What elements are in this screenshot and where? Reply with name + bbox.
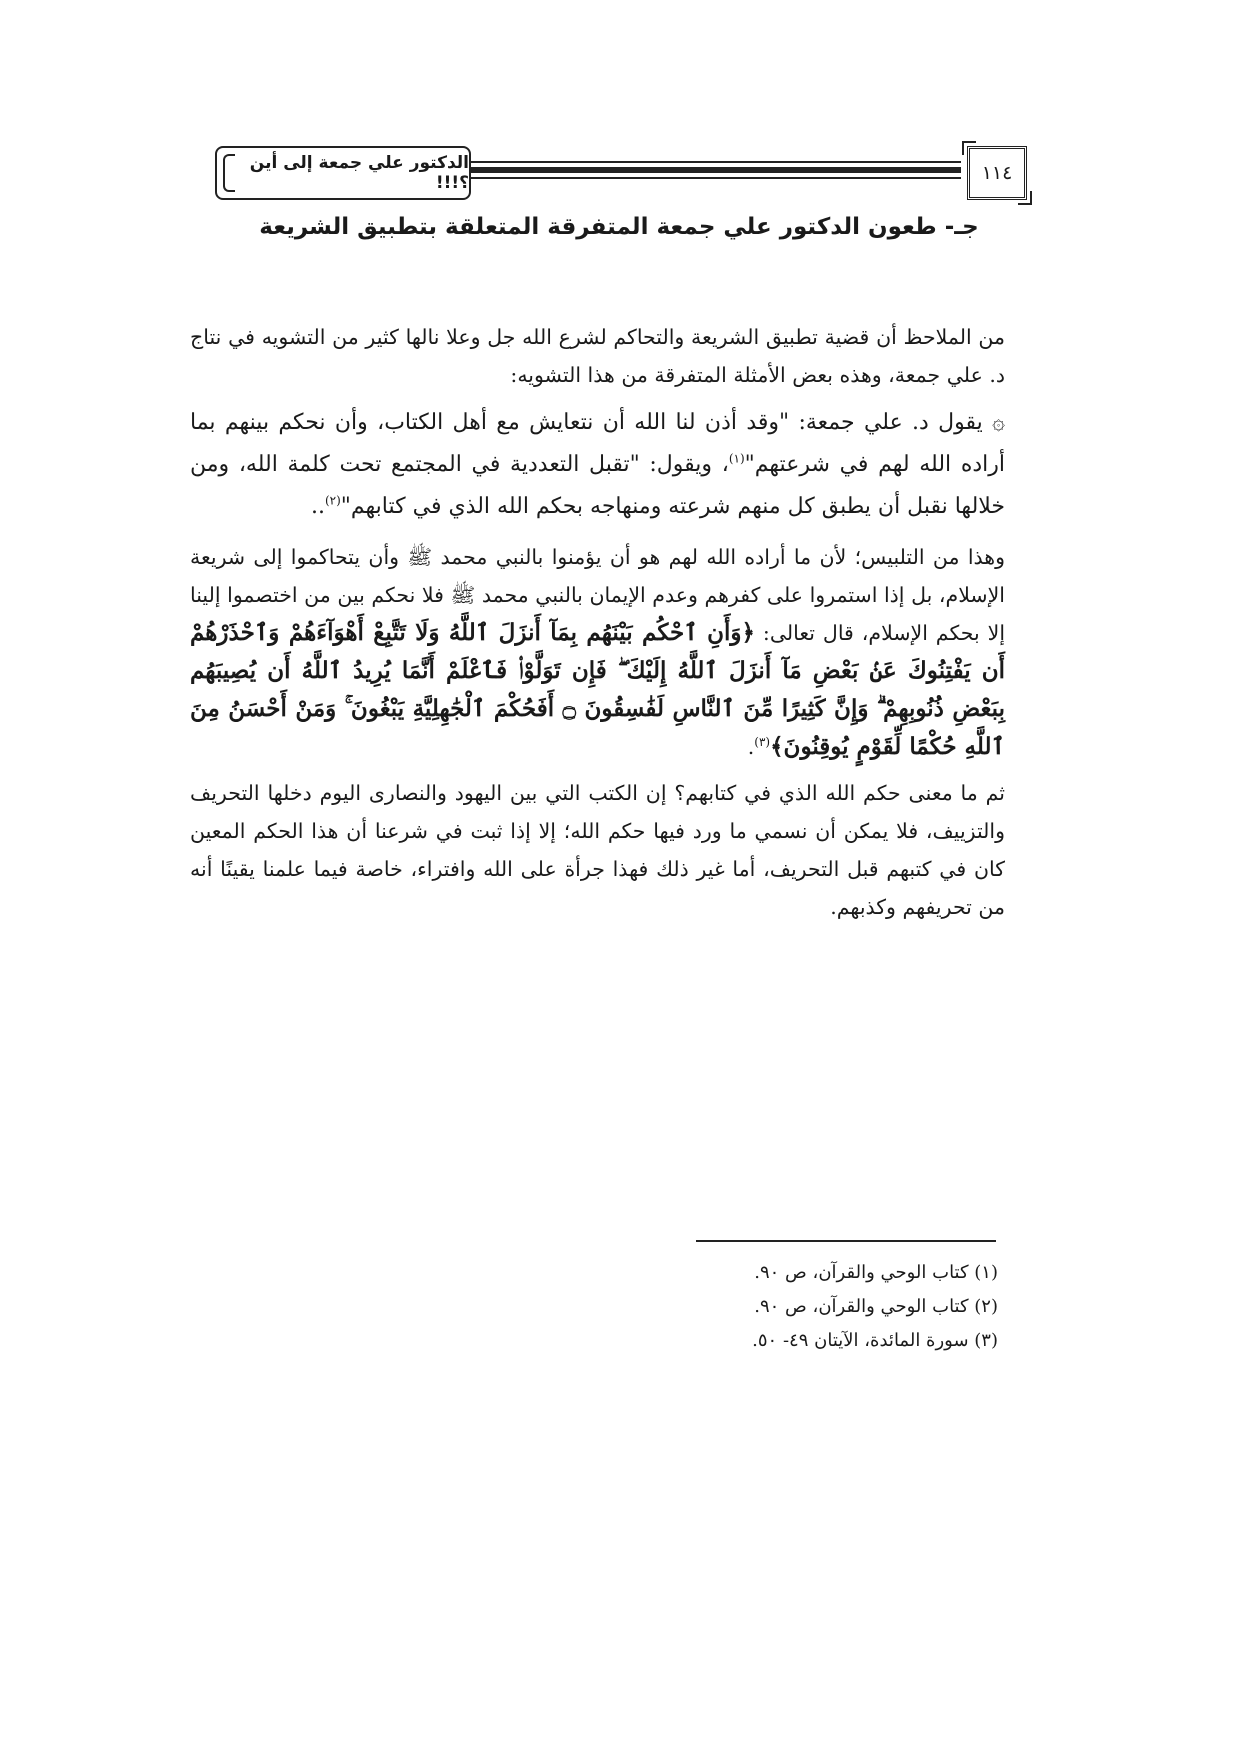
paragraph-rebuttal <box>190 538 1005 766</box>
quote-part-2: ، ويقول: "تقبل التعددية في المجتمع تحت كلمة الله، ومن خلالها نقبل أن يطبق كل منهم شرعته ومنهاجه بحكم الله الذي في كتابهم" <box>190 452 1005 519</box>
quote-part-1: ۞ يقول د. علي جمعة: "وقد أذن لنا الله أن نتعايش مع أهل الكتاب، وأن نحكم بينهم بما أراده الله لهم في شرعتهم" <box>190 410 1005 477</box>
footnote-1: (١) كتاب الوحي والقرآن، ص ٩٠. <box>754 1262 998 1283</box>
rebuttal-text: وهذا من التلبيس؛ لأن ما أراده الله لهم هو أن يؤمنوا بالنبي محمد ﷺ وأن يتحاكموا إلى شريعة الإسلام، بل إذا استمروا على كفرهم وعدم الإيمان بالنبي محمد ﷺ فلا نحكم بين من اختصموا إلينا إلا بحكم الإسلام، قال تعالى: <box>190 545 1006 645</box>
section-heading: جـ- طعون الدكتور علي جمعة المتفرقة المتعلقة بتطبيق الشريعة <box>259 214 979 240</box>
header-rule <box>471 161 961 185</box>
footnote-ref-2[interactable]: (٢) <box>324 493 341 508</box>
paragraph-conclusion: ثم ما معنى حكم الله الذي في كتابهم؟ إن الكتب التي بين اليهود والنصارى اليوم دخلها التحريف والتزييف، فلا يمكن أن نسمي ما ورد فيها حكم الله؛ إلا إذا ثبت في شرعنا أن هذا الحكم المعين كان في كتبهم قبل التحريف، أما غير ذلك فهذا جرأة على الله وافتراء، خاصة فيما علمنا يقينًا أنه من تحريفهم وكذبهم. <box>190 781 1005 919</box>
page-number-frame <box>967 146 1027 200</box>
page-header <box>215 146 1027 204</box>
footnote-ref-1[interactable]: (١) <box>728 451 745 466</box>
header-rule-line <box>471 161 961 163</box>
running-title: الدكتور علي جمعة إلى أين ؟!!! <box>249 153 469 193</box>
footnote-3: (٣) سورة المائدة، الآيتان ٤٩- ٥٠. <box>752 1330 998 1351</box>
header-rule-line <box>471 167 961 173</box>
paragraph-quote <box>190 402 1005 528</box>
footnote-2: (٢) كتاب الوحي والقرآن، ص ٩٠. <box>754 1296 998 1317</box>
paragraph-intro: من الملاحظ أن قضية تطبيق الشريعة والتحاكم لشرع الله جل وعلا نالها كثير من التشويه في نتاج د. علي جمعة، وهذه بعض الأمثلة المتفرقة من هذا التشويه: <box>190 325 1005 387</box>
body-text <box>190 318 1005 926</box>
quote-end: .. <box>310 494 325 519</box>
footnote-ref-3[interactable]: (٣) <box>754 735 771 750</box>
rebuttal-end: . <box>747 735 755 759</box>
page-number: ١١٤ <box>981 162 1013 184</box>
footnote-separator <box>696 1240 996 1242</box>
header-rule-line <box>471 177 961 179</box>
running-title-frame <box>215 146 471 200</box>
footnotes <box>598 1256 998 1358</box>
quran-verse: ﴿وَأَنِ ٱحْكُم بَيْنَهُم بِمَآ أَنزَلَ ٱللَّهُ وَلَا تَتَّبِعْ أَهْوَآءَهُمْ وَٱحْذَرْهُمْ أَن يَفْتِنُوكَ عَنۢ بَعْضِ مَآ أَنزَلَ ٱللَّهُ إِلَيْكَ ۖ فَإِن تَوَلَّوْا۟ فَٱعْلَمْ أَنَّمَا يُرِيدُ ٱللَّهُ أَن يُصِيبَهُم بِبَعْضِ ذُنُوبِهِمْ ۗ وَإِنَّ كَثِيرًا مِّنَ ٱلنَّاسِ لَفَٰسِقُونَ ۝ أَفَحُكْمَ ٱلْجَٰهِلِيَّةِ يَبْغُونَ ۚ وَمَنْ أَحْسَنُ مِنَ ٱللَّهِ حُكْمًا لِّقَوْمٍ يُوقِنُونَ﴾ <box>190 619 1005 760</box>
